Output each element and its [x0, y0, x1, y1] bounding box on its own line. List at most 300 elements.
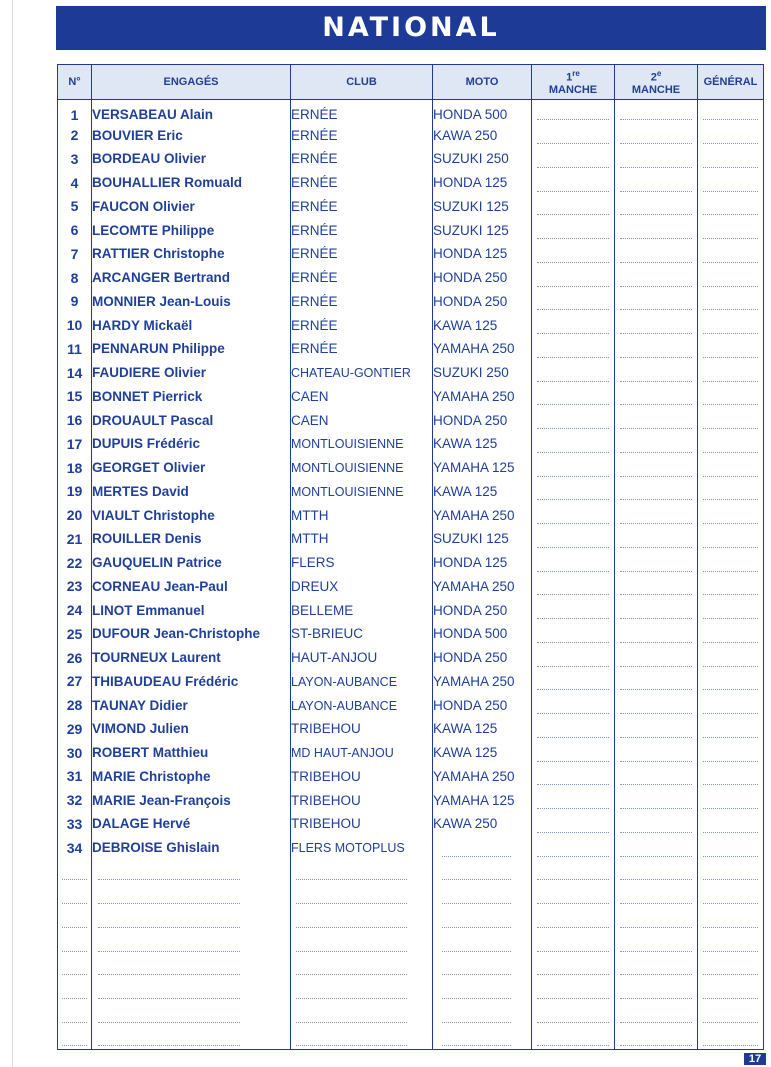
blank-line	[620, 642, 692, 643]
blank-line	[537, 1045, 609, 1046]
rider-name: PENNARUN Philippe	[92, 341, 225, 357]
blank-line	[703, 357, 758, 358]
manche-2-cell	[615, 147, 698, 171]
blank-line	[620, 808, 692, 809]
general-cell	[698, 195, 764, 219]
rider-moto: KAWA 125	[433, 317, 498, 333]
general-cell	[698, 551, 764, 575]
blank-line	[620, 927, 692, 928]
rider-club: ERNÉE	[291, 341, 338, 357]
blank-line	[620, 309, 692, 310]
blank-line	[703, 1045, 758, 1046]
blank-line	[703, 856, 758, 857]
rider-moto-cell	[433, 622, 532, 646]
blank-line	[442, 1022, 511, 1023]
blank-line	[98, 1045, 240, 1046]
rider-moto: KAWA 125	[433, 483, 498, 499]
blank-line	[537, 903, 609, 904]
table-row	[58, 456, 764, 480]
manche-2-cell	[615, 860, 698, 884]
blank-line	[537, 808, 609, 809]
blank-line	[537, 737, 609, 738]
rider-club: ERNÉE	[291, 151, 338, 167]
rider-moto: SUZUKI 250	[433, 151, 509, 167]
general-cell	[698, 765, 764, 789]
general-cell	[698, 670, 764, 694]
manche-1-cell	[532, 931, 615, 955]
blank-line	[442, 1045, 511, 1046]
table-row	[58, 242, 764, 266]
blank-line	[703, 974, 758, 975]
rider-name-cell	[92, 171, 291, 195]
rider-moto-cell	[433, 123, 532, 147]
blank-line	[537, 476, 609, 477]
rider-name-cell	[92, 266, 291, 290]
rider-name: CORNEAU Jean-Paul	[92, 578, 228, 594]
blank-moto-cell	[433, 883, 532, 907]
rider-club: LAYON-AUBANCE	[291, 674, 398, 689]
rider-club-cell	[291, 527, 433, 551]
rider-name-cell	[92, 622, 291, 646]
manche-1-cell	[532, 836, 615, 860]
rider-name: BONNET Pierrick	[92, 388, 203, 404]
blank-name-cell	[92, 907, 291, 931]
blank-number-cell	[58, 955, 92, 979]
blank-line	[537, 879, 609, 880]
rider-club-cell	[291, 551, 433, 575]
rider-moto: HONDA 250	[433, 697, 508, 713]
rider-number-cell	[58, 646, 92, 670]
table-row	[58, 337, 764, 361]
table-row	[58, 408, 764, 432]
manche-1-cell	[532, 907, 615, 931]
blank-line	[703, 309, 758, 310]
manche-1-cell	[532, 693, 615, 717]
blank-line	[703, 998, 758, 999]
general-cell	[698, 907, 764, 931]
header-manche-2-sup: e	[656, 68, 662, 78]
blank-line	[537, 1022, 609, 1023]
blank-line	[620, 404, 692, 405]
blank-line	[537, 452, 609, 453]
general-cell	[698, 408, 764, 432]
rider-moto-cell	[433, 100, 532, 124]
rider-club-cell	[291, 242, 433, 266]
blank-line	[703, 286, 758, 287]
rider-club-cell	[291, 765, 433, 789]
blank-club-cell	[291, 1002, 433, 1026]
manche-2-cell	[615, 242, 698, 266]
blank-line	[703, 927, 758, 928]
manche-1-cell	[532, 527, 615, 551]
blank-line	[537, 927, 609, 928]
blank-line	[703, 119, 758, 120]
manche-1-cell	[532, 646, 615, 670]
blank-line	[62, 903, 87, 904]
blank-moto-cell	[433, 907, 532, 931]
rider-number-cell	[58, 195, 92, 219]
results-table	[57, 64, 764, 1050]
blank-line	[442, 903, 511, 904]
general-cell	[698, 242, 764, 266]
blank-line	[703, 737, 758, 738]
blank-line	[537, 238, 609, 239]
rider-name: FAUCON Olivier	[92, 198, 195, 214]
rider-moto: KAWA 250	[433, 816, 498, 832]
rider-number-cell	[58, 290, 92, 314]
blank-line	[98, 974, 240, 975]
rider-number: 5	[70, 198, 79, 215]
rider-club: LAYON-AUBANCE	[291, 698, 398, 713]
table-row	[58, 551, 764, 575]
blank-line	[703, 476, 758, 477]
general-cell	[698, 978, 764, 1002]
rider-moto: YAMAHA 250	[433, 578, 515, 594]
rider-club-cell	[291, 788, 433, 812]
rider-club-cell	[291, 123, 433, 147]
rider-name: LINOT Emmanuel	[92, 602, 205, 618]
blank-club-cell	[291, 978, 433, 1002]
rider-number-cell	[58, 361, 92, 385]
manche-1-cell	[532, 978, 615, 1002]
blank-line	[703, 238, 758, 239]
header-manche-2	[615, 65, 698, 100]
rider-number-cell	[58, 456, 92, 480]
rider-number-cell	[58, 480, 92, 504]
blank-moto-cell	[433, 955, 532, 979]
blank-line	[537, 428, 609, 429]
blank-line	[703, 167, 758, 168]
rider-name-cell	[92, 480, 291, 504]
blank-line	[62, 974, 87, 975]
blank-name-cell	[92, 931, 291, 955]
manche-2-cell	[615, 907, 698, 931]
rider-number-cell	[58, 527, 92, 551]
manche-1-cell	[532, 1002, 615, 1026]
rider-name: VERSABEAU Alain	[92, 107, 214, 123]
rider-number: 32	[66, 792, 83, 809]
rider-name-cell	[92, 456, 291, 480]
blank-line	[703, 903, 758, 904]
blank-name-cell	[92, 1026, 291, 1050]
rider-club: DREUX	[291, 578, 339, 594]
blank-line	[703, 784, 758, 785]
general-cell	[698, 456, 764, 480]
rider-name: DROUAULT Pascal	[92, 412, 214, 428]
rider-moto: HONDA 250	[433, 602, 508, 618]
rider-number: 19	[66, 483, 83, 500]
manche-2-cell	[615, 551, 698, 575]
rider-moto-cell	[433, 361, 532, 385]
manche-1-cell	[532, 456, 615, 480]
blank-line	[537, 571, 609, 572]
blank-line	[537, 951, 609, 952]
general-cell	[698, 812, 764, 836]
rider-name-cell	[92, 836, 291, 860]
rider-moto-cell	[433, 503, 532, 527]
general-cell	[698, 147, 764, 171]
rider-moto: KAWA 125	[433, 745, 498, 761]
rider-moto: YAMAHA 250	[433, 341, 515, 357]
rider-name-cell	[92, 385, 291, 409]
manche-2-cell	[615, 978, 698, 1002]
rider-club: MONTLOUISIENNE	[291, 461, 404, 476]
rider-name: VIAULT Christophe	[92, 507, 215, 523]
rider-moto: SUZUKI 125	[433, 198, 509, 214]
rider-moto: YAMAHA 125	[433, 792, 515, 808]
manche-1-cell	[532, 812, 615, 836]
rider-club: FLERS	[291, 555, 335, 571]
general-cell	[698, 503, 764, 527]
header-club: CLUB	[291, 65, 433, 100]
blank-line	[296, 903, 407, 904]
rider-moto-cell	[433, 717, 532, 741]
general-cell	[698, 266, 764, 290]
rider-club-cell	[291, 741, 433, 765]
rider-moto-cell	[433, 836, 532, 860]
general-cell	[698, 693, 764, 717]
rider-club: TRIBEHOU	[291, 792, 361, 808]
header-manche-1-num: 1	[566, 71, 573, 84]
blank-line	[296, 1045, 407, 1046]
manche-1-cell	[532, 100, 615, 124]
blank-line	[98, 1022, 240, 1023]
table-row	[58, 598, 764, 622]
table-row	[58, 741, 764, 765]
rider-name: RATTIER Christophe	[92, 246, 225, 262]
rider-number: 23	[66, 578, 83, 595]
rider-club-cell	[291, 408, 433, 432]
blank-line	[296, 1022, 407, 1023]
blank-line	[703, 191, 758, 192]
rider-number: 18	[66, 459, 83, 476]
rider-club: CAEN	[291, 388, 329, 404]
rider-moto-cell	[433, 432, 532, 456]
table-row-blank	[58, 907, 764, 931]
blank-line	[296, 974, 407, 975]
manche-2-cell	[615, 955, 698, 979]
rider-moto-cell	[433, 171, 532, 195]
rider-name: BOUVIER Eric	[92, 127, 183, 143]
blank-line	[537, 784, 609, 785]
blank-moto-cell	[433, 1002, 532, 1026]
rider-club-cell	[291, 836, 433, 860]
rider-number-cell	[58, 100, 92, 124]
blank-line	[620, 737, 692, 738]
blank-line	[62, 1022, 87, 1023]
rider-moto: HONDA 125	[433, 555, 508, 571]
table-row-blank	[58, 1026, 764, 1050]
rider-club: MONTLOUISIENNE	[291, 437, 404, 452]
rider-moto: YAMAHA 125	[433, 460, 515, 476]
manche-1-cell	[532, 551, 615, 575]
blank-line	[620, 1045, 692, 1046]
blank-line	[537, 143, 609, 144]
rider-club-cell	[291, 195, 433, 219]
rider-number: 21	[66, 530, 83, 547]
rider-name-cell	[92, 717, 291, 741]
table-row	[58, 503, 764, 527]
blank-line	[620, 499, 692, 500]
rider-club: ERNÉE	[291, 317, 338, 333]
blank-club-cell	[291, 883, 433, 907]
rider-club: ERNÉE	[291, 175, 338, 191]
blank-line	[537, 856, 609, 857]
blank-line	[620, 119, 692, 120]
manche-2-cell	[615, 100, 698, 124]
rider-moto-cell	[433, 337, 532, 361]
table-row	[58, 313, 764, 337]
general-cell	[698, 717, 764, 741]
rider-moto: HONDA 250	[433, 412, 508, 428]
rider-club: TRIBEHOU	[291, 816, 361, 832]
blank-number-cell	[58, 978, 92, 1002]
rider-club: ERNÉE	[291, 270, 338, 286]
blank-line	[703, 547, 758, 548]
rider-name: GEORGET Olivier	[92, 460, 206, 476]
rider-number: 3	[70, 150, 79, 167]
rider-moto-cell	[433, 147, 532, 171]
blank-line	[620, 286, 692, 287]
rider-moto-cell	[433, 242, 532, 266]
manche-1-cell	[532, 385, 615, 409]
table-row-blank	[58, 883, 764, 907]
blank-name-cell	[92, 955, 291, 979]
rider-number-cell	[58, 503, 92, 527]
general-cell	[698, 527, 764, 551]
blank-line	[620, 428, 692, 429]
blank-line	[620, 547, 692, 548]
blank-line	[537, 618, 609, 619]
general-cell	[698, 313, 764, 337]
manche-1-cell	[532, 955, 615, 979]
manche-1-cell	[532, 408, 615, 432]
rider-moto: KAWA 250	[433, 127, 498, 143]
blank-line	[620, 357, 692, 358]
rider-name: TOURNEUX Laurent	[92, 650, 221, 666]
manche-1-cell	[532, 480, 615, 504]
rider-moto: HONDA 125	[433, 175, 508, 191]
manche-2-cell	[615, 432, 698, 456]
rider-club: CHATEAU-GONTIER	[291, 366, 411, 381]
rider-name: HARDY Mickaël	[92, 317, 193, 333]
blank-line	[62, 927, 87, 928]
blank-line	[442, 951, 511, 952]
rider-moto-cell	[433, 313, 532, 337]
rider-number: 31	[66, 768, 83, 785]
rider-name: MERTES David	[92, 483, 189, 499]
blank-number-cell	[58, 860, 92, 884]
rider-number: 7	[70, 245, 79, 262]
general-cell	[698, 385, 764, 409]
rider-club: MTTH	[291, 507, 329, 523]
rider-name: LECOMTE Philippe	[92, 222, 215, 238]
manche-2-cell	[615, 765, 698, 789]
blank-moto-cell	[433, 860, 532, 884]
rider-name: DUFOUR Jean-Christophe	[92, 626, 261, 642]
blank-line	[703, 808, 758, 809]
blank-line	[62, 1045, 87, 1046]
rider-name-cell	[92, 503, 291, 527]
blank-line	[537, 499, 609, 500]
rider-number-cell	[58, 622, 92, 646]
blank-line	[537, 547, 609, 548]
blank-name-cell	[92, 860, 291, 884]
blank-line	[442, 974, 511, 975]
blank-line	[537, 309, 609, 310]
table-row-blank	[58, 931, 764, 955]
header-manche-1-label: MANCHE	[548, 84, 598, 97]
rider-name: DUPUIS Frédéric	[92, 436, 201, 452]
blank-line	[703, 1022, 758, 1023]
rider-club-cell	[291, 313, 433, 337]
manche-1-cell	[532, 218, 615, 242]
blank-line	[703, 618, 758, 619]
blank-name-cell	[92, 978, 291, 1002]
blank-number-cell	[58, 1026, 92, 1050]
manche-1-cell	[532, 622, 615, 646]
rider-number-cell	[58, 788, 92, 812]
blank-line	[620, 333, 692, 334]
blank-club-cell	[291, 931, 433, 955]
general-cell	[698, 123, 764, 147]
rider-number-cell	[58, 670, 92, 694]
rider-moto-cell	[433, 598, 532, 622]
rider-moto: HONDA 500	[433, 626, 508, 642]
rider-name: TAUNAY Didier	[92, 697, 188, 713]
rider-number: 2	[70, 127, 79, 144]
manche-1-cell	[532, 123, 615, 147]
rider-club-cell	[291, 385, 433, 409]
blank-line	[620, 476, 692, 477]
rider-name: MONNIER Jean-Louis	[92, 293, 231, 309]
rider-name: THIBAUDEAU Frédéric	[92, 673, 239, 689]
blank-line	[62, 879, 87, 880]
blank-line	[537, 214, 609, 215]
blank-line	[620, 618, 692, 619]
rider-number: 30	[66, 744, 83, 761]
blank-moto-cell	[433, 978, 532, 1002]
blank-line	[442, 927, 511, 928]
blank-line	[98, 927, 240, 928]
rider-name-cell	[92, 598, 291, 622]
blank-line	[620, 974, 692, 975]
manche-1-cell	[532, 195, 615, 219]
blank-line	[620, 784, 692, 785]
manche-2-cell	[615, 1002, 698, 1026]
rider-name-cell	[92, 575, 291, 599]
blank-line	[620, 214, 692, 215]
table-row-blank	[58, 1002, 764, 1026]
blank-line	[537, 404, 609, 405]
rider-club: ERNÉE	[291, 222, 338, 238]
header-manche-2-num: 2	[650, 71, 657, 84]
rider-club-cell	[291, 456, 433, 480]
blank-line	[442, 879, 511, 880]
rider-number-cell	[58, 598, 92, 622]
rider-club-cell	[291, 646, 433, 670]
rider-name-cell	[92, 551, 291, 575]
blank-line	[620, 523, 692, 524]
general-cell	[698, 1026, 764, 1050]
rider-club-cell	[291, 171, 433, 195]
rider-club-cell	[291, 290, 433, 314]
general-cell	[698, 100, 764, 124]
manche-1-cell	[532, 788, 615, 812]
general-cell	[698, 1002, 764, 1026]
rider-moto: SUZUKI 250	[433, 365, 509, 381]
rider-club-cell	[291, 812, 433, 836]
